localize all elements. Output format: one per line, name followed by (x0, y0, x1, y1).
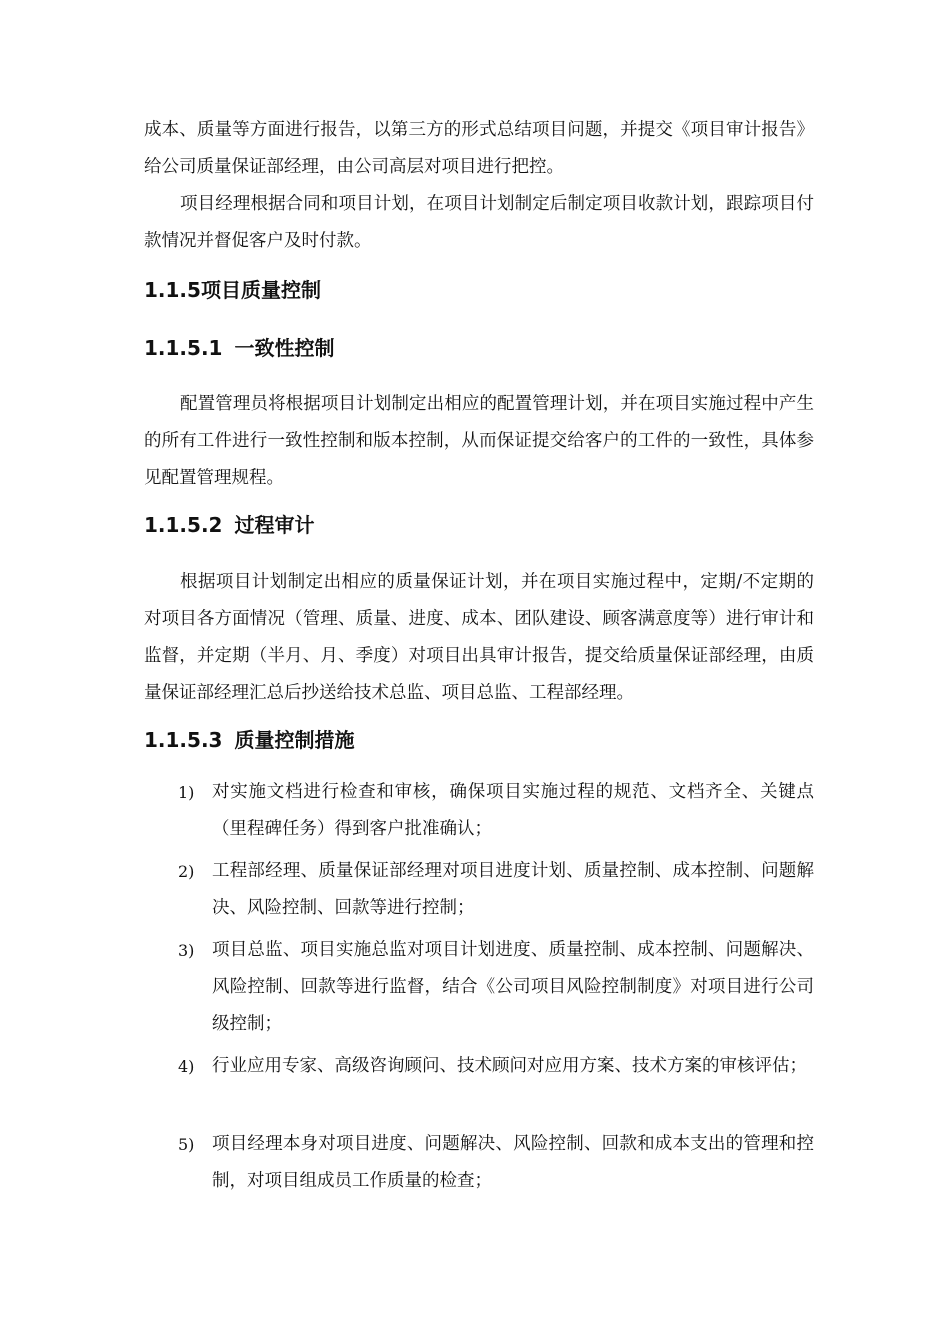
subsection-title: 质量控制措施 (234, 728, 355, 752)
subsection-number: 1.1.5.1 (144, 336, 223, 360)
subsection-heading-1 (144, 333, 334, 363)
subsection-1-body (144, 386, 814, 497)
subsection-2-body (144, 564, 814, 712)
list-marker: 4) (178, 1057, 195, 1076)
paragraph-text: 配置管理员将根据项目计划制定出相应的配置管理计划，并在项目实施过程中产生的所有工件进行一致性控制和版本控制，从而保证提交给客户的工件的一致性，具体参见配置管理规程。 (144, 394, 814, 488)
section-number: 1.1.5 (144, 278, 201, 302)
list-item-text: 对实施文档进行检查和审核，确保项目实施过程的规范、文档齐全、关键点（里程碑任务）得到客户批准确认； (212, 782, 814, 839)
paragraph-text: 项目经理根据合同和项目计划，在项目计划制定后制定项目收款计划，跟踪项目付款情况并督促客户及时付款。 (144, 194, 814, 251)
list-marker: 3) (178, 941, 195, 960)
section-title: 项目质量控制 (200, 278, 321, 302)
paragraph-text: 根据项目计划制定出相应的质量保证计划，并在项目实施过程中，定期/不定期的对项目各方面情况（管理、质量、进度、成本、团队建设、顾客满意度等）进行审计和监督，并定期（半月、月、季度）对项目出具审计报告，提交给质量保证部经理，由质量保证部经理汇总后抄送给技术总监、项目总监、工程部经理。 (144, 572, 814, 703)
list-item-text: 行业应用专家、高级咨询顾问、技术顾问对应用方案、技术方案的审核评估； (212, 1056, 807, 1076)
intro-paragraph-1 (144, 112, 814, 186)
subsection-number: 1.1.5.3 (144, 728, 223, 752)
list-marker: 5) (178, 1135, 195, 1154)
list-item (178, 1048, 814, 1085)
list-item-text: 项目经理本身对项目进度、问题解决、风险控制、回款和成本支出的管理和控制，对项目组成员工作质量的检查； (212, 1134, 814, 1191)
subsection-title: 过程审计 (234, 513, 315, 537)
list-item (178, 853, 814, 927)
list-item (178, 774, 814, 848)
list-item (178, 1126, 814, 1200)
subsection-heading-2 (144, 510, 314, 540)
list-marker: 2) (178, 862, 195, 881)
list-item (178, 932, 814, 1043)
paragraph-text: 成本、质量等方面进行报告，以第三方的形式总结项目问题，并提交《项目审计报告》给公司质量保证部经理，由公司高层对项目进行把控。 (144, 120, 814, 177)
list-marker: 1) (178, 783, 195, 802)
section-heading (144, 275, 321, 305)
list-item-text: 项目总监、项目实施总监对项目计划进度、质量控制、成本控制、问题解决、风险控制、回款等进行监督，结合《公司项目风险控制制度》对项目进行公司级控制； (212, 940, 814, 1034)
list-item-text: 工程部经理、质量保证部经理对项目进度计划、质量控制、成本控制、问题解决、风险控制、回款等进行控制； (212, 861, 814, 918)
subsection-number: 1.1.5.2 (144, 513, 223, 537)
subsection-heading-3 (144, 725, 354, 755)
subsection-title: 一致性控制 (234, 336, 335, 360)
intro-paragraph-2 (144, 186, 814, 260)
